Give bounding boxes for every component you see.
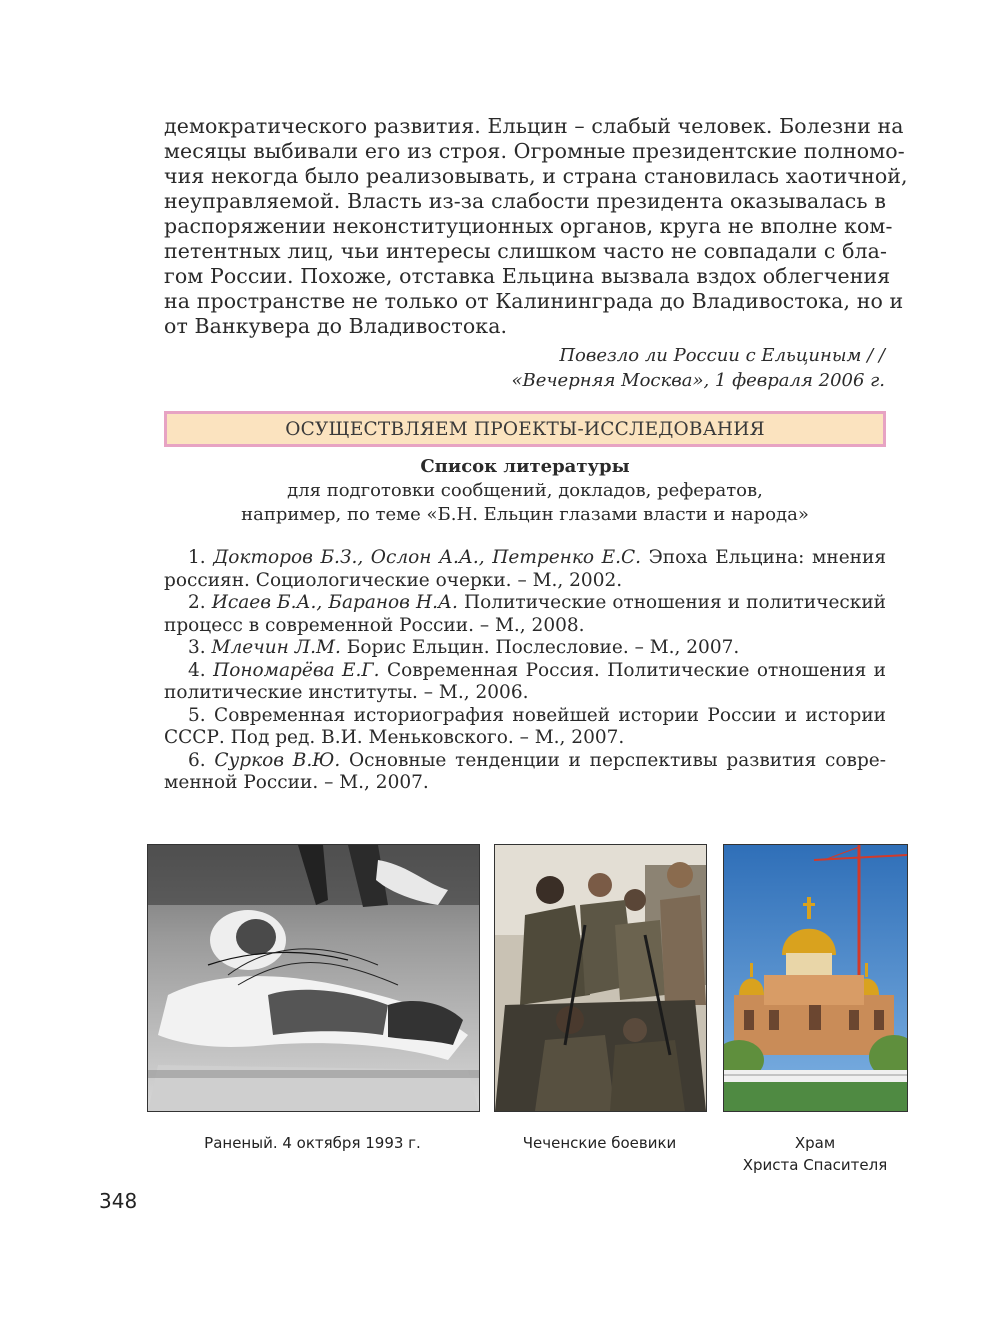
caption-temple-line: Храм (794, 1134, 836, 1152)
caption-fighters: Чеченские боевики (522, 1134, 677, 1152)
literature-subtitle-line: например, по теме «Б.Н. Ельцин глазами власти и народа» (241, 504, 809, 525)
item-authors: Докторов Б.З., Ослон А.А., Петренко Е.С. (213, 547, 642, 568)
bibliography-item-line (164, 547, 886, 570)
bibliography-item-line: россиян. Социологические очерки. – М., 2002. (164, 569, 623, 591)
bibliography-item (164, 750, 886, 795)
item-authors: Пономарёва Е.Г. (213, 659, 380, 681)
item-title: Современная историография новейшей истории России и истории (214, 704, 886, 726)
bibliography-item (164, 660, 886, 705)
photo-cathedral (723, 844, 908, 1112)
body-line: месяцы выбивали его из строя. Огромные президентские полномо- (164, 139, 905, 163)
quote-source (400, 343, 885, 393)
bibliography-item-line (164, 660, 886, 683)
item-number: 2. (188, 592, 206, 613)
body-line: петентных лиц, чьи интересы слишком часто не совпадали с бла- (164, 239, 888, 263)
body-line: на пространстве не только от Калининграда до Владивостока, но и (164, 289, 904, 313)
item-authors: Млечин Л.М. (211, 637, 341, 658)
quote-source-title: Повезло ли России с Ельциным / / (559, 345, 885, 366)
page-number: 348 (99, 1189, 138, 1213)
bibliography-item-line: менной России. – М., 2007. (164, 772, 429, 793)
body-line: демократического развития. Ельцин – слабый человек. Болезни на (164, 114, 904, 138)
body-line: распоряжении неконституционных органов, круга не вполне ком- (164, 214, 893, 238)
item-title: Политические отношения и политический (457, 592, 887, 613)
photo-chechen-fighters (494, 844, 707, 1112)
caption-wounded: Раненый. 4 октября 1993 г. (204, 1134, 421, 1152)
item-authors: Исаев Б.А., Баранов Н.А. (211, 592, 458, 613)
photo-cathedral-image (724, 845, 907, 1111)
item-number: 6. (188, 749, 206, 771)
section-banner: ОСУЩЕСТВЛЯЕМ ПРОЕКТЫ-ИССЛЕДОВАНИЯ (164, 411, 886, 447)
body-line: чия некогда было реализовывать, и страна становилась хаотичной, (164, 164, 908, 188)
literature-subtitle-line: для подготовки сообщений, докладов, рефератов, (287, 480, 763, 501)
item-number: 3. (188, 637, 206, 658)
bibliography-item-line (164, 750, 886, 773)
item-title: Основные тенденции и перспективы развития совре- (340, 749, 886, 771)
quote-source-publication: «Вечерняя Москва», 1 февраля 2006 г. (511, 370, 885, 391)
bibliography-item (164, 547, 886, 592)
bibliography-item-line (164, 637, 886, 660)
photo-wounded-image (148, 845, 479, 1111)
item-title: Современная Россия. Политические отношения и (379, 659, 886, 681)
bibliography-item-line: процесс в современной России. – М., 2008. (164, 614, 585, 636)
bibliography-item-line (164, 705, 886, 728)
bibliography-item-line: политические институты. – М., 2006. (164, 682, 529, 703)
item-number: 5. (188, 704, 206, 726)
item-number: 4. (188, 659, 206, 681)
bibliography-item-line (164, 592, 886, 615)
literature-subtitle (164, 479, 886, 527)
body-line: от Ванкувера до Владивостока. (164, 314, 508, 338)
bibliography-item (164, 592, 886, 637)
caption-temple-line: Христа Спасителя (742, 1156, 888, 1174)
body-line: гом России. Похоже, отставка Ельцина вызвала вздох облегчения (164, 264, 891, 288)
bibliography-item (164, 637, 886, 660)
body-line: неуправляемой. Власть из-за слабости президента оказывалась в (164, 189, 886, 213)
item-number: 1. (188, 547, 206, 568)
caption-temple (715, 1132, 915, 1176)
photo-fighters-image (495, 845, 706, 1111)
literature-title: Список литературы (420, 456, 630, 477)
body-text (164, 114, 908, 339)
bibliography-item-line: СССР. Под ред. В.И. Меньковского. – М., 2007. (164, 727, 625, 748)
item-title: Эпоха Ельцина: мнения (641, 547, 886, 568)
item-title: Борис Ельцин. Послесловие. – М., 2007. (340, 637, 740, 658)
photo-wounded (147, 844, 480, 1112)
bibliography-item (164, 705, 886, 750)
bibliography-list (164, 547, 886, 795)
item-authors: Сурков В.Ю. (214, 749, 341, 771)
